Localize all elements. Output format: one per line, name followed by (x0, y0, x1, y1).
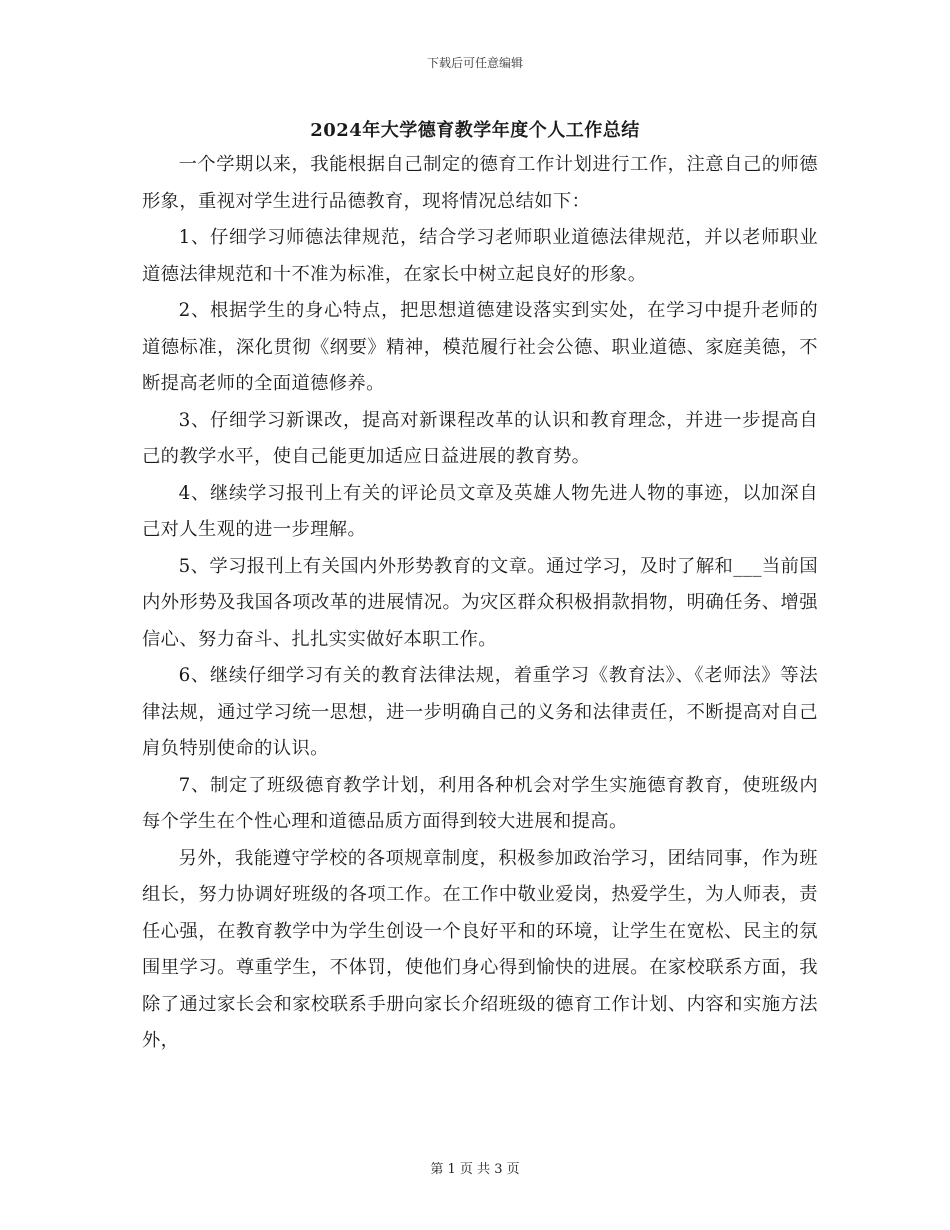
page-footer: 第 1 页 共 3 页 (430, 1162, 520, 1177)
paragraph-intro: 一个学期以来，我能根据自己制定的德育工作计划进行工作，注意自己的师德形象，重视对学生进行品德教育，现将情况总结如下： (142, 154, 818, 212)
paragraph-item-6: 6、继续仔细学习有关的教育法律法规，着重学习《教育法》、《老师法》等法律法规，通过学习统一思想，进一步明确自己的义务和法律责任，不断提高对自己肩负特别使命的认识。 (142, 665, 818, 759)
paragraph-item-1: 1、仔细学习师德法律规范，结合学习老师职业道德法律规范，并以老师职业道德法律规范和十不准为标准，在家长中树立起良好的形象。 (142, 227, 818, 285)
paragraph-item-4: 4、继续学习报刊上有关的评论员文章及英雄人物先进人物的事迹，以加深自己对人生观的进一步理解。 (142, 482, 818, 540)
document-body (142, 147, 818, 1060)
paragraph-item-2: 2、根据学生的身心特点，把思想道德建设落实到实处，在学习中提升老师的道德标准，深化贯彻《纲要》精神，模范履行社会公德、职业道德、家庭美德，不断提高老师的全面道德修养。 (142, 300, 818, 394)
paragraph-additional: 另外，我能遵守学校的各项规章制度，积极参加政治学习，团结同事，作为班组长，努力协调好班级的各项工作。在工作中敬业爱岗，热爱学生，为人师表，责任心强，在教育教学中为学生创设一个良好平和的环境，让学生在宽松、民主的氛围里学习。尊重学生，不体罚，使他们身心得到愉快的进展。在家校联系方面，我除了通过家长会和家校联系手册向家长介绍班级的德育工作计划、内容和实施方法外， (142, 847, 818, 1051)
header-note: 下载后可任意编辑 (426, 56, 523, 70)
paragraph-item-5: 5、学习报刊上有关国内外形势教育的文章。通过学习，及时了解和___当前国内外形势及我国各项改革的进展情况。为灾区群众积极捐款捐物，明确任务、增强信心、努力奋斗、扎扎实实做好本职工作。 (142, 555, 818, 650)
document-title: 2024年大学德育教学年度个人工作总结 (310, 120, 640, 141)
paragraph-item-7: 7、制定了班级德育教学计划，利用各种机会对学生实施德育教育，使班级内每个学生在个性心理和道德品质方面得到较大进展和提高。 (142, 774, 818, 832)
paragraph-item-3: 3、仔细学习新课改，提高对新课程改革的认识和教育理念，并进一步提高自己的教学水平，使自己能更加适应日益进展的教育势。 (142, 409, 818, 467)
